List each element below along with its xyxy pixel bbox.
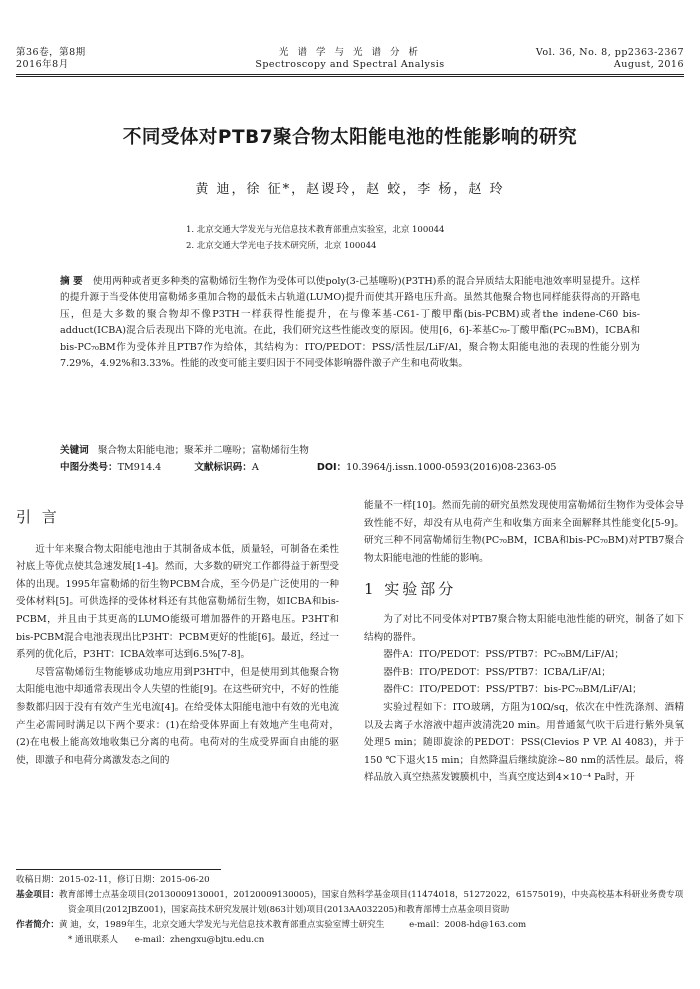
section-heading-introduction: 引 言	[16, 508, 60, 526]
right-column	[364, 497, 684, 787]
volume-issue: 第36卷，第8期	[16, 47, 86, 58]
left-column	[16, 509, 339, 769]
doi-label: DOI：	[316, 462, 347, 473]
device-c: 器件C：ITO/PEDOT：PSS/PTB7：bis-PC₇₀BM/LiF/Al；	[383, 684, 642, 696]
doc-code-value: A	[251, 462, 259, 473]
keywords	[60, 443, 650, 459]
author-bio-label: 作者简介：	[16, 920, 59, 930]
author-list: 黄 迪，徐 征*，赵谡玲，赵 蛟，李 杨，赵 玲	[195, 182, 505, 197]
clc-value: TM914.4	[117, 462, 162, 473]
corresponding-author	[16, 933, 684, 948]
abstract-text: 使用两种或者更多种类的富勒烯衍生物作为受体可以使poly(3-己基噻吩)(P3TH)系的混合异质结太阳能电池效率明显提升。这样的提升源于当受体使用富勒烯多重加合物的最低未占轨道(LUMO)提升而使其开路电压升高。虽然其他聚合物也同样能获得高的开路电压，但是大多数的聚合物却不像P3TH一样获得性能提升，在与像苯基-C61-丁酸甲酯(bis-PCBM)或者the indene-C60 bis-adduct(ICBA)混合后表现出下降的光电流。在此，我们研究这些性能改变的原因。使用[6，6]-苯基C₇₀-丁酸甲酯(PC₇₀BM)，ICBA和bis-PC₇₀BM作为受体并且PTB7作为给体，其结构为：ITO/PEDOT：PSS/活性层/LiF/Al，聚合物太阳能电池的表现的性能分别为7.29%，4.92%和3.33%。性能的改变可能主要归因于不同受体影响器件激子产生和电荷收集。	[60, 276, 641, 370]
journal-name-cn: 光 谱 学 与 光 谱 分 析	[278, 47, 422, 58]
intro-paragraph-2: 尽管富勒烯衍生物能够成功地应用到P3HT中，但是使用到其他聚合物太阳能电池中却通常表现出令人失望的性能[9]。在这些研究中，不好的性能参数都归因于没有有效产生光电流[4]。在给受体太阳能电池中有效的光电流产生必需同时满足以下两个要求：(1)在给受体界面上有效地产生电荷对，(2)在电极上能高效地收集已分离的电荷。电荷对的生成受界面自由能的驱使，即激子和电荷分离激发态之间的	[16, 666, 339, 766]
doi-value: 10.3964/j.issn.1000-0593(2016)08-2363-05	[346, 462, 557, 473]
device-b: 器件B：ITO/PEDOT：PSS/PTB7：ICBA/LiF/Al；	[383, 666, 611, 678]
affiliation-2: 2. 北京交通大学光电子技术研究所，北京 100044	[186, 241, 377, 251]
affiliation-1: 1. 北京交通大学发光与光信息技术教育部重点实验室，北京 100044	[186, 225, 445, 235]
citation-pages: Vol. 36, No. 8, pp2363-2367	[535, 47, 684, 58]
header-rule	[16, 74, 684, 75]
abstract-label: 摘 要	[60, 276, 83, 287]
contact-email: e-mail：zhengxu@bjtu.edu.cn	[134, 935, 265, 945]
fund-info	[16, 888, 684, 918]
paper-title: 不同受体对PTB7聚合物太阳能电池的性能影响的研究	[122, 127, 578, 148]
issue-date: 2016年8月	[16, 59, 69, 70]
footnotes	[16, 873, 684, 948]
journal-name-en: Spectroscopy and Spectral Analysis	[255, 59, 445, 70]
citation-date: August, 2016	[613, 59, 684, 70]
journal-citation	[536, 47, 684, 71]
experimental-paragraph-1: 为了对比不同受体对PTB7聚合物太阳能电池性能的研究，制备了如下结构的器件。	[364, 613, 684, 643]
header-rule-secondary	[16, 76, 684, 77]
classification-line	[60, 460, 650, 476]
author-bio	[16, 918, 684, 933]
right-paragraph-continuation: 能量不一样[10]。然而先前的研究虽然发现使用富勒烯衍生物作为受体会导致性能不好，却没有从电荷产生和收集方面来全面解释其性能变化[5-9]。研究三种不同富勒烯衍生物(PC₇₀BM，ICBA和bis-PC₇₀BM)对PTB7聚合物太阳能电池的性能的影响。	[364, 500, 684, 564]
journal-volume-issue	[16, 47, 86, 71]
fund-label: 基金项目：	[16, 890, 59, 900]
author-bio-text: 黄 迪，女，1989年生，北京交通大学发光与光信息技术教育部重点实验室博士研究生	[58, 920, 385, 930]
experimental-paragraph-2: 实验过程如下：ITO玻璃，方阻为10Ω/sq，依次在中性洗涤剂、酒精以及去离子水溶液中超声波清洗20 min。用普通氮气吹干后进行紫外臭氧处理5 min；随即旋涂的PEDOT：PSS(Clevios P VP. Al 4083)，并于150 ℃下退火15 min；自然降温后继续旋涂~80 nm的活性层。最后，将样品放入真空热蒸发镀膜机中，当真空度达到4×10⁻⁴ Pa时，开	[364, 701, 684, 784]
keywords-text: 聚合物太阳能电池；聚苯并二噻吩；富勒烯衍生物	[97, 445, 309, 456]
fund-text: 教育部博士点基金项目(20130009130001，20120009130005)，国家自然科学基金项目(11474018，51272022，61575019)，中央高校基本科研业务费专项资金项目(2012JBZ001)，国家高技术研究发展计划(863计划)项目(2013AA032205)和教育部博士点基金项目资助	[58, 890, 684, 915]
clc-label: 中图分类号：	[60, 462, 118, 473]
journal-name	[200, 47, 500, 71]
received-date: 收稿日期：2015-02-11，修订日期：2015-06-20	[16, 875, 210, 885]
intro-paragraph-1: 近十年来聚合物太阳能电池由于其制备成本低，质量轻，可制备在柔性衬底上等优点使其急速发展[1-4]。然而，大多数的研究工作都得益于新型受体的出现。1995年富勒烯的衍生物PCBM合成，至今仍是广泛使用的一种受体材料[5]。可供选择的受体材料还有其他富勒烯衍生物，如ICBA和bis-PCBM，并且由于其更高的LUMO能级可增加器件的开路电压。P3HT和bis-PCBM混合电池表现出比P3HT：PCBM更好的性能[6]。最近，经过一系列的优化后，P3HT：ICBA效率可达到6.5%[7-8]。	[16, 543, 339, 661]
abstract	[60, 274, 640, 372]
author-email: e-mail：2008-hd@163.com	[409, 920, 527, 930]
doc-code-label: 文献标识码：	[194, 462, 252, 473]
device-a: 器件A：ITO/PEDOT：PSS/PTB7：PC₇₀BM/LiF/Al；	[383, 649, 624, 661]
keywords-label: 关键词	[60, 445, 89, 456]
contact-label: * 通讯联系人	[68, 935, 118, 945]
footnote-rule	[16, 869, 221, 870]
section-heading-experimental: 1 实验部分	[364, 580, 457, 599]
